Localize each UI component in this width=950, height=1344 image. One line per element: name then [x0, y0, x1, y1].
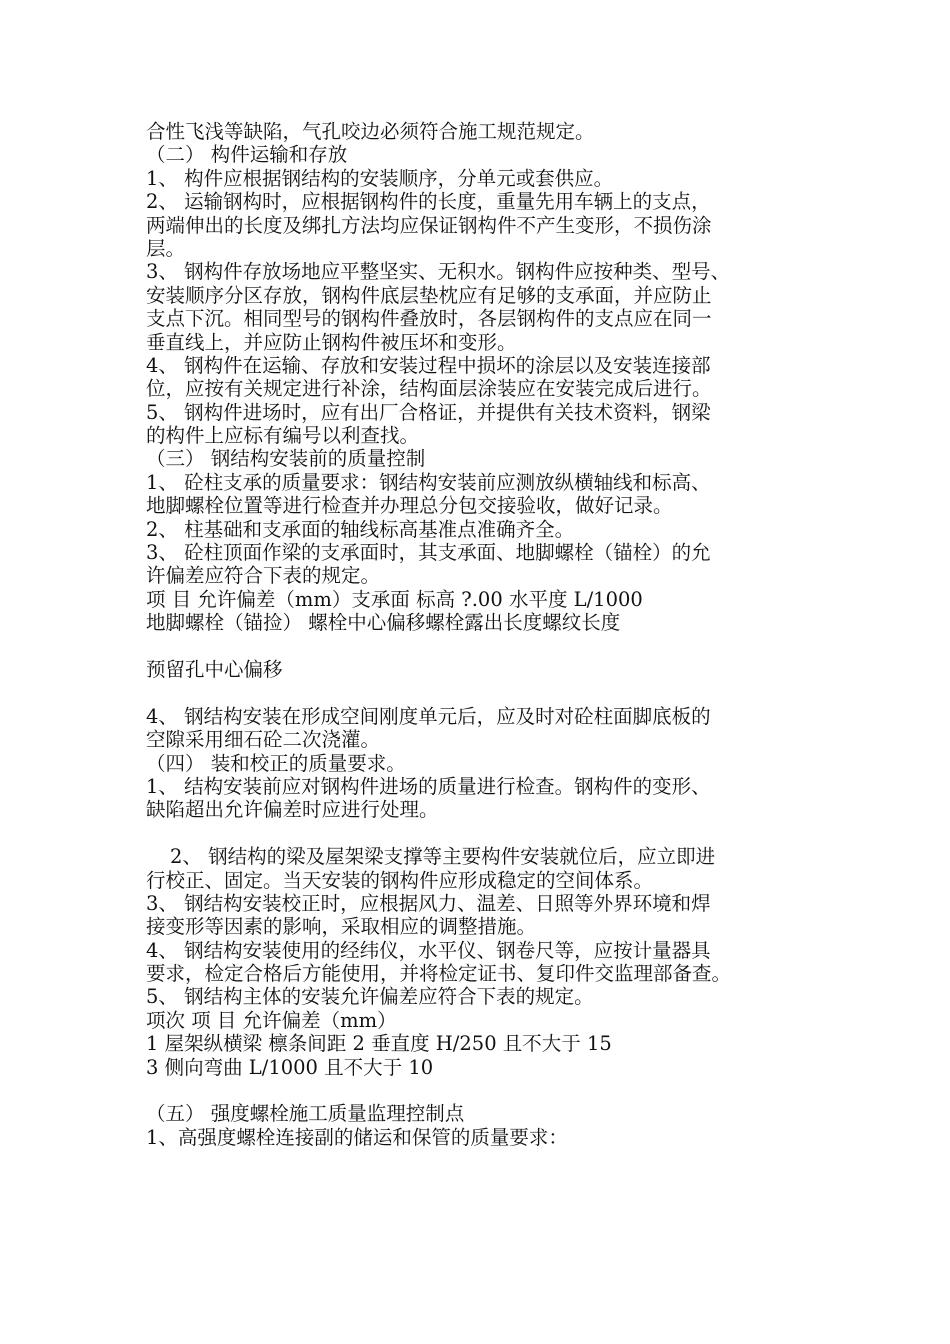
- table-line: 项 目 允许偏差（mm）支承面 标高 ?.00 水平度 L/1000: [146, 587, 643, 611]
- blank-line: [146, 822, 826, 845]
- text-line: 2、 柱基础和支承面的轴线标高基准点准确齐全。: [146, 517, 575, 541]
- section-heading: （二） 构件运输和存放: [146, 143, 348, 167]
- text-line: 5、 钢结构主体的安装允许偏差应符合下表的规定。: [146, 985, 594, 1009]
- section-heading: （五） 强度螺栓施工质量监理控制点: [146, 1102, 465, 1126]
- text-line: 空隙采用细石砼二次浇灌。: [146, 728, 381, 752]
- table-line: 地脚螺栓（锚捡） 螺栓中心偏移螺栓露出长度螺纹长度: [146, 611, 621, 635]
- text-line: 两端伸出的长度及绑扎方法均应保证钢构件不产生变形，不损伤涂: [146, 213, 712, 237]
- section-heading: （三） 钢结构安装前的质量控制: [146, 447, 426, 471]
- text-line: 行校正、固定。当天安装的钢构件应形成稳定的空间体系。: [146, 868, 654, 892]
- text-line: 位，应按有关规定进行补涂，结构面层涂装应在安装完成后进行。: [146, 377, 712, 401]
- text-line: 4、 钢构件在运输、存放和安装过程中损坏的涂层以及安装连接部: [146, 353, 711, 377]
- table-line: 项次 项 目 允许偏差（mm）: [146, 1008, 397, 1032]
- text-line: 的构件上应标有编号以利查找。: [146, 424, 420, 448]
- text-line: 1、 结构安装前应对钢构件进场的质量进行检查。钢构件的变形、: [146, 774, 711, 798]
- blank-line: [146, 681, 826, 704]
- section-heading: （四） 装和校正的质量要求。: [146, 751, 406, 775]
- text-line: 1、高强度螺栓连接副的储运和保管的质量要求：: [146, 1125, 568, 1149]
- text-line: 4、 钢结构安装使用的经纬仪，水平仪、钢卷尺等，应按计量器具: [146, 938, 711, 962]
- blank-line: [146, 1079, 826, 1102]
- text-line: 缺陷超出允许偏差时应进行处理。: [146, 798, 439, 822]
- text-line: 安装顺序分区存放，钢构件底层垫枕应有足够的支承面，并应防止: [146, 283, 712, 307]
- text-line: 支点下沉。相同型号的钢构件叠放时，各层钢构件的支点应在同一: [146, 307, 712, 331]
- text-line: 1、 砼柱支承的质量要求：钢结构安装前应测放纵横轴线和标高、: [146, 470, 711, 494]
- text-line: 1、 构件应根据钢结构的安装顺序，分单元或套供应。: [146, 166, 614, 190]
- text-line: 接变形等因素的影响，采取相应的调整措施。: [146, 915, 537, 939]
- text-line: 许偏差应符合下表的规定。: [146, 564, 381, 588]
- table-line: 3 侧向弯曲 L/1000 且不大于 10: [146, 1055, 434, 1079]
- text-line: 地脚螺栓位置等进行检查并办理总分包交接验收，做好记录。: [146, 494, 673, 518]
- text-line: 2、 运输钢构时，应根据钢构件的长度，重量先用车辆上的支点，: [146, 190, 711, 214]
- table-line: 预留孔中心偏移: [146, 657, 283, 681]
- blank-line: [146, 635, 826, 658]
- text-line: 5、 钢构件进场时，应有出厂合格证，并提供有关技术资料，钢梁: [146, 400, 711, 424]
- text-line: 层。: [146, 236, 186, 260]
- text-line: 要求，检定合格后方能使用，并将检定证书、复印件交监理部备查。: [146, 962, 732, 986]
- text-line: 合性飞浅等缺陷，气孔咬边必须符合施工规范规定。: [146, 120, 595, 143]
- table-line: 1 屋架纵横梁 檩条间距 2 垂直度 H/250 且不大于 15: [146, 1032, 612, 1056]
- text-line: 垂直线上，并应防止钢构件被压坏和变形。: [146, 330, 517, 354]
- text-line: 4、 钢结构安装在形成空间刚度单元后，应及时对砼柱面脚底板的: [146, 704, 711, 728]
- text-line: 2、 钢结构的梁及屋架梁支撑等主要构件安装就位后，应立即进: [170, 845, 716, 869]
- text-line: 3、 钢构件存放场地应平整坚实、无积水。钢构件应按种类、型号、: [146, 260, 731, 284]
- document-body: [146, 120, 826, 1149]
- text-line: 3、 砼柱顶面作梁的支承面时，其支承面、地脚螺栓（锚栓）的允: [146, 541, 711, 565]
- text-line: 3、 钢结构安装校正时，应根据风力、温差、日照等外界环境和焊: [146, 891, 711, 915]
